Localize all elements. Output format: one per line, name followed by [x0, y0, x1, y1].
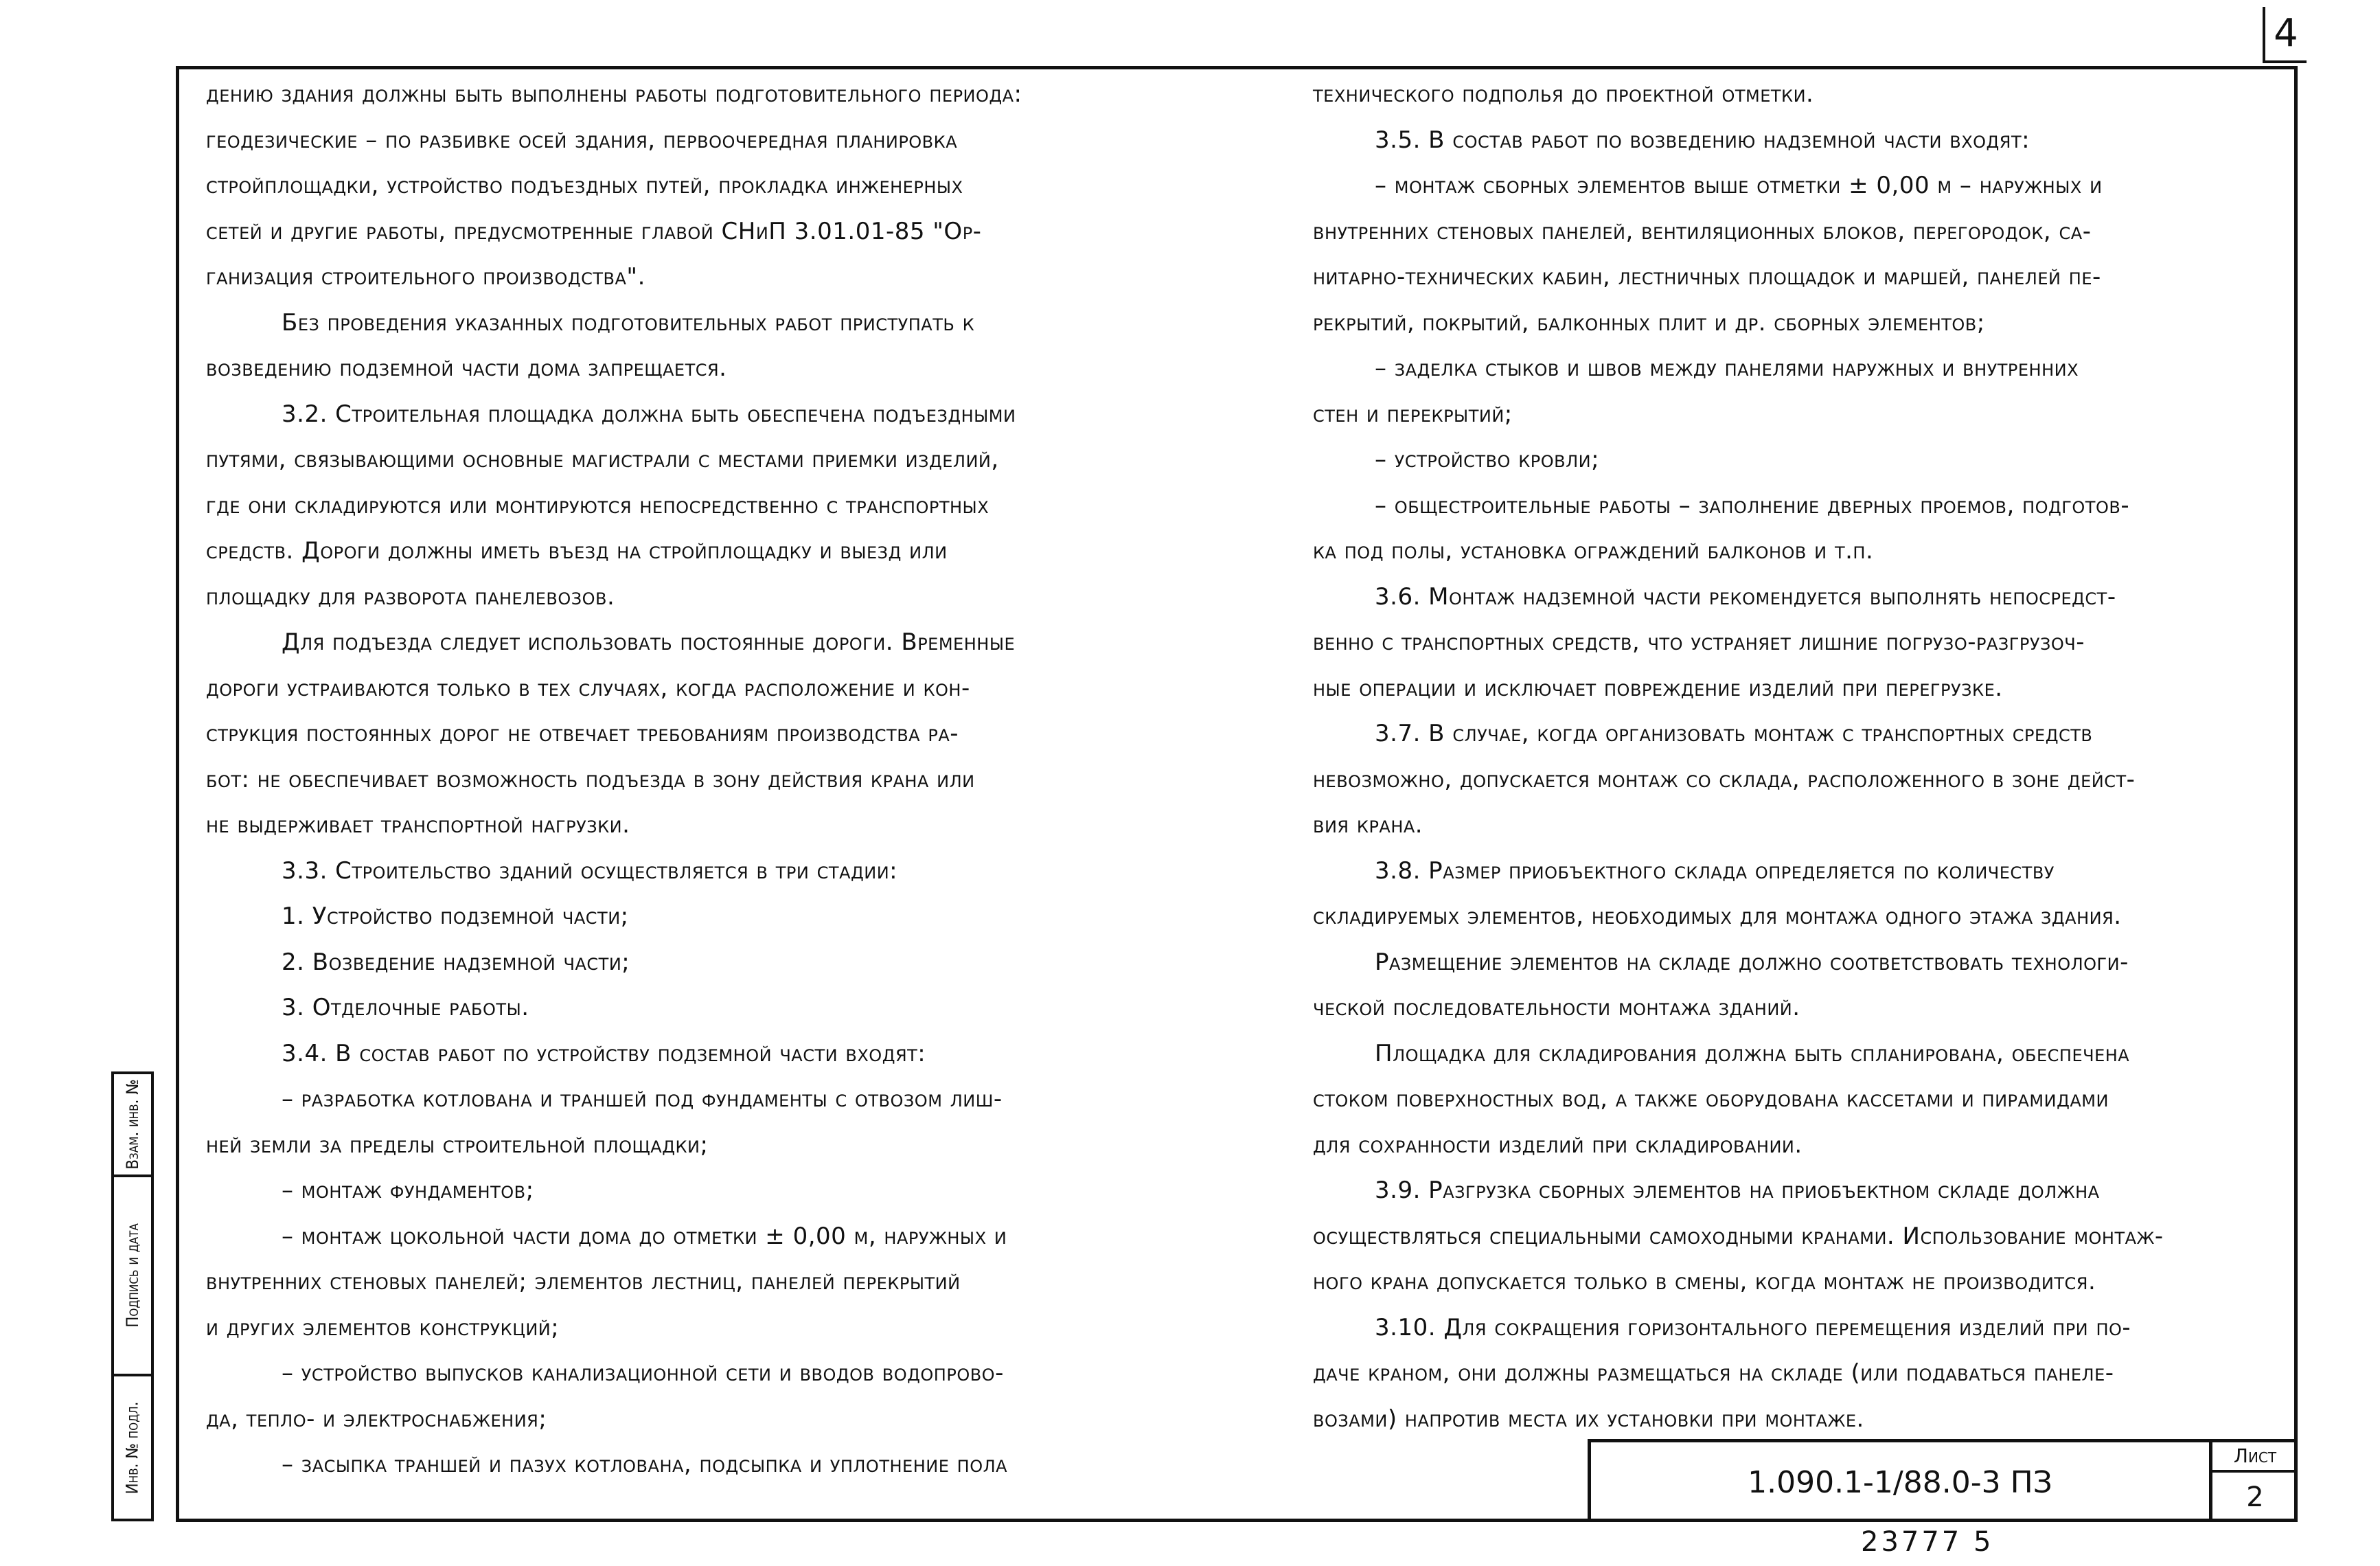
text-line: ганизация строительного производства". [206, 263, 645, 291]
page-corner-number: 4 [2263, 7, 2307, 63]
text-line: 1. Устройство подземной части; [282, 903, 629, 930]
sidebar-cell-replacement-inventory: Взам. инв. № [114, 1074, 151, 1177]
text-line: и других элементов конструкций; [206, 1313, 560, 1341]
text-line: не выдерживает транспортной нагрузки. [206, 811, 630, 839]
text-line: где они складируются или монтируются непосредственно с транспортных [206, 491, 989, 519]
text-line: складируемых элементов, необходимых для монтажа одного этажа здания. [1313, 903, 2122, 930]
text-line: 3.8. Размер приобъектного склада определяется по количеству [1375, 856, 2055, 885]
text-line: бот: не обеспечивает возможность подъезда в зону действия крана или [206, 765, 975, 793]
text-line: 2. Возведение надземной части; [282, 948, 630, 976]
text-line: средств. Дороги должны иметь въезд на стройплощадку и выезд или [206, 537, 948, 565]
text-line: нитарно-технических кабин, лестничных площадок и маршей, панелей пе- [1313, 263, 2101, 291]
text-line: 3.9. Разгрузка сборных элементов на приобъектном складе должна [1375, 1177, 2100, 1204]
left-text-column [206, 71, 1195, 1488]
text-line: – разработка котлована и траншей под фундаменты с отвозом лиш- [282, 1085, 1003, 1113]
text-line: 3. Отделочные работы. [282, 994, 529, 1021]
text-line: 3.6. Монтаж надземной части рекомендуется выполнять непосредст- [1375, 582, 2116, 611]
text-line: вия крана. [1313, 811, 1423, 839]
text-line: для сохранности изделий при складировании. [1313, 1131, 1803, 1159]
text-line: 3.10. Для сокращения горизонтального перемещения изделий при по- [1375, 1313, 2131, 1341]
sheet-label: Лист [2212, 1442, 2298, 1473]
text-line: ней земли за пределы строительной площадки; [206, 1131, 709, 1159]
text-line: Для подъезда следует использовать постоянные дороги. Временные [282, 628, 1016, 656]
text-line: ка под полы, установка ограждений балконов и т.п. [1313, 537, 1874, 565]
text-line: 3.2. Строительная площадка должна быть обеспечена подъездными [282, 400, 1016, 428]
text-line: рекрытий, покрытий, балконных плит и др. сборных элементов; [1313, 308, 1985, 337]
text-line: дению здания должны быть выполнены работы подготовительного периода: [206, 80, 1022, 108]
text-line: стоком поверхностных вод, а также оборудована кассетами и пирамидами [1313, 1085, 2109, 1113]
text-line: да, тепло- и электроснабжения; [206, 1405, 547, 1433]
text-line: ческой последовательности монтажа зданий. [1313, 994, 1800, 1021]
text-line: геодезические – по разбивке осей здания, первоочередная планировка [206, 126, 958, 154]
text-line: площадку для разворота панелевозов. [206, 582, 615, 611]
text-line: – устройство кровли; [1375, 446, 1600, 473]
right-text-column [1313, 71, 2291, 1442]
archive-number: 23777 5 [1861, 1526, 1994, 1558]
text-line: струкция постоянных дорог не отвечает требованиям производства ра- [206, 720, 959, 747]
text-line: возами) напротив места их установки при монтаже. [1313, 1405, 1864, 1433]
text-line: внутренних стеновых панелей; элементов лестниц, панелей перекрытий [206, 1268, 961, 1295]
sheet-number: 2 [2246, 1482, 2264, 1513]
text-line: технического подполья до проектной отметки. [1313, 80, 1814, 108]
approval-stamp-sidebar [111, 1071, 154, 1521]
text-line: – монтаж сборных элементов выше отметки ± 0,00 м – наружных и [1375, 172, 2103, 199]
text-line: венно с транспортных средств, что устраняет лишние погрузо-разгрузоч- [1313, 628, 2085, 656]
text-line: Размещение элементов на складе должно соответствовать технологи- [1375, 948, 2129, 976]
text-line: стен и перекрытий; [1313, 400, 1513, 428]
text-line: – монтаж цокольной части дома до отметки ± 0,00 м, наружных и [282, 1222, 1007, 1250]
text-line: осуществляться специальными самоходными кранами. Использование монтаж- [1313, 1222, 2164, 1250]
text-line: – засыпка траншей и пазух котлована, подсыпка и уплотнение пола [282, 1451, 1008, 1478]
text-line: – устройство выпусков канализационной сети и вводов водопрово- [282, 1359, 1004, 1387]
text-line: 3.3. Строительство зданий осуществляется в три стадии: [282, 856, 898, 885]
text-line: дороги устраиваются только в тех случаях, когда расположение и кон- [206, 674, 970, 702]
text-line: невозможно, допускается монтаж со склада, расположенного в зоне дейст- [1313, 765, 2136, 793]
text-line: Без проведения указанных подготовительных работ приступать к [282, 308, 975, 337]
text-line: – общестроительные работы – заполнение дверных проемов, подготов- [1375, 491, 2130, 519]
text-line: 3.4. В состав работ по устройству подземной части входят: [282, 1039, 926, 1067]
text-line: 3.7. В случае, когда организовать монтаж с транспортных средств [1375, 720, 2093, 747]
text-line: возведению подземной части дома запрещается. [206, 354, 727, 382]
text-line: даче краном, они должны размещаться на складе (или подаваться панеле- [1313, 1359, 2114, 1387]
sidebar-cell-original-inventory: Инв. № подл. [123, 1400, 142, 1495]
text-line: внутренних стеновых панелей, вентиляционных блоков, перегородок, са- [1313, 217, 2092, 245]
text-line: сетей и другие работы, предусмотренные главой СНиП 3.01.01-85 "Ор- [206, 217, 982, 245]
text-line: – монтаж фундаментов; [282, 1177, 534, 1204]
text-line: 3.5. В состав работ по возведению надземной части входят: [1375, 126, 2030, 154]
sheet-box [2209, 1442, 2298, 1522]
text-line: – заделка стыков и швов между панелями наружных и внутренних [1375, 354, 2079, 382]
document-code: 1.090.1-1/88.0-3 ПЗ [1748, 1464, 2052, 1500]
sidebar-cell-signature-date: Подпись и дата [114, 1177, 151, 1376]
text-line: ного крана допускается только в смены, когда монтаж не производится. [1313, 1268, 2096, 1295]
text-line: ные операции и исключает повреждение изделий при перегрузке. [1313, 674, 2003, 702]
text-line: стройплощадки, устройство подъездных путей, прокладка инженерных [206, 172, 963, 199]
title-block [1588, 1439, 2298, 1522]
text-line: путями, связывающими основные магистрали с местами приемки изделий, [206, 446, 999, 473]
text-line: Площадка для складирования должна быть спланирована, обеспечена [1375, 1039, 2130, 1067]
